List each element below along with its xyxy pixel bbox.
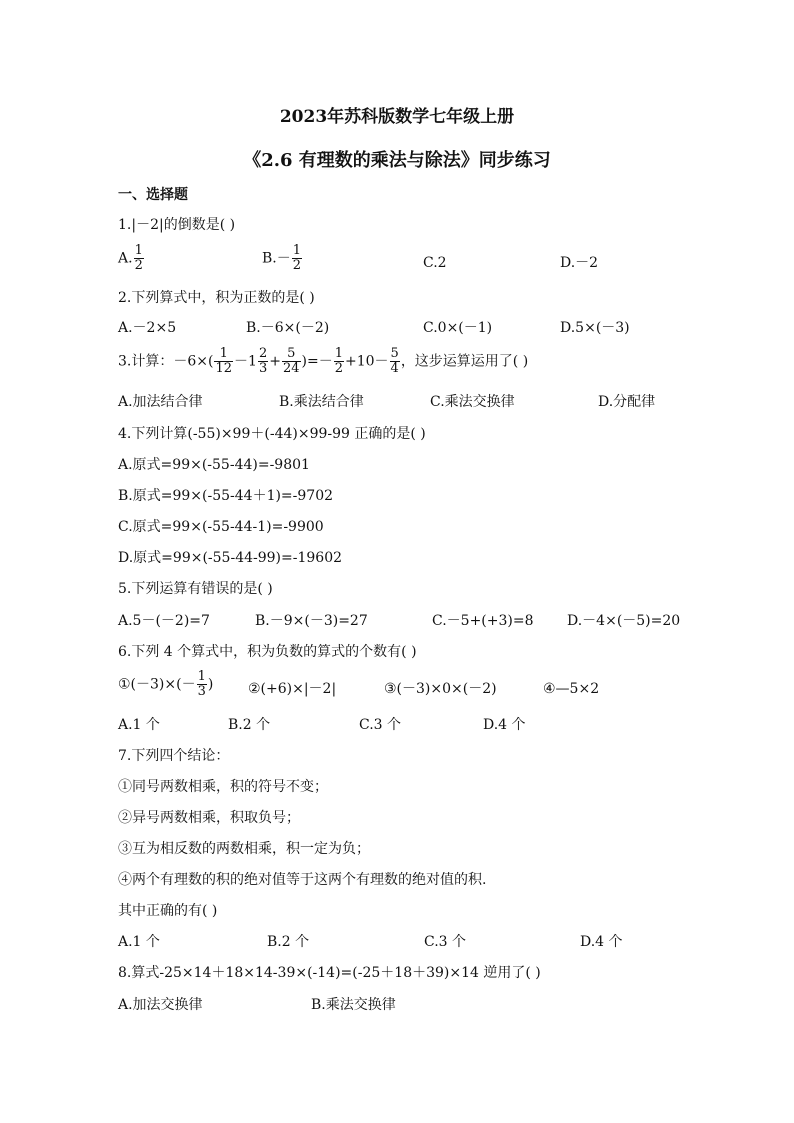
q7-ask: 其中正确的有( ) (118, 903, 218, 919)
q1-a-num: 1 (134, 243, 143, 258)
doc-title: 2023年苏科版数学七年级上册 (279, 107, 515, 127)
q8-option-a: A.加法交换律 (118, 997, 203, 1013)
q6-option-d: D.4 个 (483, 717, 526, 733)
q7-option-a: A.1 个 (118, 934, 160, 950)
q6-e1-pre: ①(－3)×(－ (118, 676, 196, 693)
q6-option-c: C.3 个 (359, 717, 402, 733)
q3-frac-3 (282, 347, 301, 376)
q1-a-fraction (134, 244, 144, 273)
q7-statement-3: ③互为相反数的两数相乘，积一定为负； (118, 841, 370, 857)
q1-option-b (262, 244, 303, 273)
doc-subtitle: 《2.6 有理数的乘法与除法》同步练习 (243, 150, 551, 171)
q7-statement-2: ②异号两数相乘，积取负号； (118, 810, 300, 826)
q6-e1-num: 1 (197, 669, 206, 684)
q3-stem (118, 347, 528, 376)
q3-s4: )=－ (301, 353, 333, 370)
q3-f2-num: 2 (258, 346, 268, 361)
q3-s5: +10－ (344, 353, 389, 370)
q3-s2: －1 (234, 353, 257, 370)
q6-e1-fraction (197, 670, 207, 699)
q1-option-d: D.－2 (560, 255, 599, 271)
q8-option-b: B.乘法交换律 (311, 997, 396, 1013)
q3-f5-den: 4 (390, 361, 399, 376)
q1-option-a (118, 244, 145, 273)
q3-s3: + (269, 353, 281, 370)
q4-option-b: B.原式=99×(-55-44＋1)=-9702 (118, 488, 334, 504)
q3-f1-num: 1 (214, 347, 233, 362)
q3-f3-den: 24 (282, 361, 300, 376)
q6-expr-3: ③(－3)×0×(－2) (384, 681, 497, 697)
q4-option-d: D.原式=99×(-55-44-99)=-19602 (118, 550, 343, 566)
q1-a-den: 2 (134, 258, 143, 273)
q2-option-b: B.－6×(－2) (246, 320, 330, 336)
q3-frac-5 (390, 347, 400, 376)
q3-option-b: B.乘法结合律 (279, 394, 364, 410)
q3-frac-4 (334, 347, 344, 376)
q7-stem: 7.下列四个结论： (118, 748, 230, 764)
q6-expr-4: ④—5×2 (543, 681, 600, 697)
q6-option-a: A.1 个 (118, 717, 160, 733)
q4-option-a: A.原式=99×(-55-44)=-9801 (118, 457, 310, 473)
q1-b-den: 2 (292, 258, 302, 273)
q6-expr-1 (118, 670, 213, 699)
q3-f5-num: 5 (390, 346, 399, 361)
q6-expr-2: ②(+6)×|－2| (248, 681, 337, 697)
q3-f1-den: 12 (215, 361, 233, 376)
q5-option-a: A.5－(－2)=7 (118, 613, 210, 629)
q3-f4-num: 1 (334, 346, 343, 361)
q3-option-a: A.加法结合律 (118, 394, 203, 410)
section-heading: 一、选择题 (118, 187, 188, 203)
q6-stem: 6.下列 4 个算式中，积为负数的算式的个数有( ) (118, 644, 417, 660)
q7-option-c: C.3 个 (424, 934, 467, 950)
q6-e1-post: ) (207, 676, 214, 693)
q6-option-b: B.2 个 (228, 717, 271, 733)
q8-stem: 8.算式-25×14＋18×14-39×(-14)=(-25＋18＋39)×14 逆用了( ) (118, 965, 541, 981)
q5-option-d: D.－4×(－5)=20 (567, 613, 681, 629)
q2-stem: 2.下列算式中，积为正数的是( ) (118, 290, 315, 306)
q1-a-prefix: A. (118, 250, 133, 267)
q3-f4-den: 2 (334, 361, 343, 376)
q3-frac-2 (258, 347, 268, 376)
q2-option-d: D.5×(－3) (560, 320, 630, 336)
q1-b-fraction (292, 244, 302, 273)
q3-f3-num: 5 (282, 347, 301, 362)
q3-option-c: C.乘法交换律 (430, 394, 515, 410)
q2-option-a: A.－2×5 (118, 320, 177, 336)
q1-stem: 1.|－2|的倒数是( ) (118, 217, 236, 233)
q1-option-c: C.2 (423, 255, 447, 271)
q3-option-d: D.分配律 (598, 394, 656, 410)
q5-option-c: C.－5+(+3)=8 (432, 613, 534, 629)
q3-s6: ，这步运算运用了( ) (400, 353, 529, 370)
q7-statement-4: ④两个有理数的积的绝对值等于这两个有理数的绝对值的积. (118, 872, 487, 888)
q3-f2-den: 3 (258, 361, 268, 376)
q5-option-b: B.－9×(－3)=27 (255, 613, 368, 629)
q4-stem: 4.下列计算(-55)×99＋(-44)×99-99 正确的是( ) (118, 426, 426, 442)
q2-option-c: C.0×(－1) (423, 320, 493, 336)
q7-statement-1: ①同号两数相乘，积的符号不变； (118, 779, 328, 795)
q1-b-prefix: B.－ (262, 250, 291, 267)
q7-option-b: B.2 个 (267, 934, 310, 950)
q3-s1: 3.计算：－6×( (118, 353, 214, 370)
q5-stem: 5.下列运算有错误的是( ) (118, 581, 273, 597)
q6-e1-den: 3 (197, 684, 206, 699)
q4-option-c: C.原式=99×(-55-44-1)=-9900 (118, 519, 324, 535)
q7-option-d: D.4 个 (580, 934, 623, 950)
q1-b-num: 1 (292, 243, 302, 258)
q3-frac-1 (214, 347, 233, 376)
